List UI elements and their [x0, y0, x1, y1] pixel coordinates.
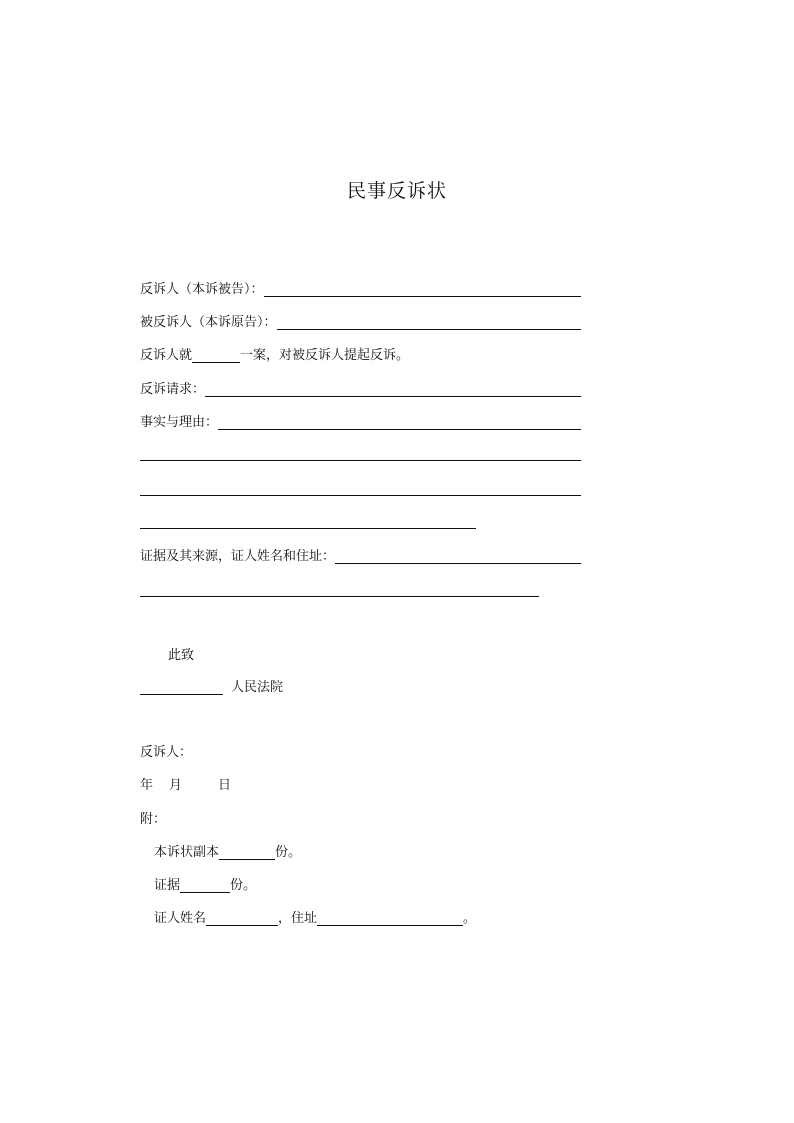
- witness-address-blank[interactable]: [317, 909, 463, 926]
- date-row: [140, 776, 231, 796]
- evidence-blank[interactable]: [335, 547, 581, 564]
- court-label: 人民法院: [231, 680, 284, 695]
- facts-blank[interactable]: [218, 413, 581, 430]
- statement-suffix: 一案，对被反诉人提起反诉。: [240, 348, 410, 363]
- facts-line-3[interactable]: [140, 495, 581, 496]
- document-title: 民事反诉状: [346, 180, 447, 202]
- month-label: 月: [169, 778, 183, 793]
- signature-label: 反诉人：: [140, 745, 193, 760]
- witness-row: [154, 909, 476, 929]
- court-row: [140, 678, 283, 698]
- counter-plaintiff-label: 反诉人（本诉被告）：: [140, 282, 264, 297]
- attachments-label: 附：: [140, 812, 167, 827]
- counter-defendant-row: [140, 313, 581, 333]
- evidence-count-prefix: 证据: [154, 878, 181, 893]
- facts-label: 事实与理由：: [140, 415, 219, 430]
- witness-suffix: 。: [463, 911, 477, 926]
- counter-defendant-label: 被反诉人（本诉原告）：: [140, 315, 277, 330]
- evidence-count-suffix: 份。: [230, 878, 257, 893]
- witness-address-prefix: ，住址: [278, 911, 318, 926]
- statement-row: [140, 346, 409, 366]
- facts-row: [140, 413, 581, 433]
- copies-count-blank[interactable]: [219, 843, 275, 860]
- witness-name-blank[interactable]: [206, 909, 278, 926]
- court-name-blank[interactable]: [140, 678, 223, 695]
- facts-line-4[interactable]: [140, 528, 476, 529]
- copies-prefix: 本诉状副本: [154, 845, 220, 860]
- attachments-row: [140, 810, 166, 830]
- claims-label: 反诉请求：: [140, 382, 206, 397]
- evidence-row: [140, 547, 581, 567]
- evidence-count-blank[interactable]: [180, 876, 230, 893]
- counter-plaintiff-row: [140, 280, 581, 300]
- evidence-count-row: [154, 876, 256, 896]
- claims-row: [140, 380, 581, 400]
- salutation-row: [168, 646, 194, 666]
- counter-plaintiff-blank[interactable]: [264, 280, 581, 297]
- year-label: 年: [140, 778, 154, 793]
- witness-name-prefix: 证人姓名: [154, 911, 207, 926]
- claims-blank[interactable]: [205, 380, 581, 397]
- signature-row: [140, 743, 192, 763]
- counter-defendant-blank[interactable]: [277, 313, 581, 330]
- copies-suffix: 份。: [275, 845, 302, 860]
- day-label: 日: [218, 778, 232, 793]
- salutation: 此致: [168, 648, 195, 663]
- evidence-label: 证据及其来源，证人姓名和住址：: [140, 549, 336, 564]
- facts-line-2[interactable]: [140, 460, 581, 461]
- case-name-blank[interactable]: [192, 346, 240, 363]
- statement-prefix: 反诉人就: [140, 348, 193, 363]
- copies-row: [154, 843, 301, 863]
- evidence-line-2[interactable]: [140, 596, 539, 597]
